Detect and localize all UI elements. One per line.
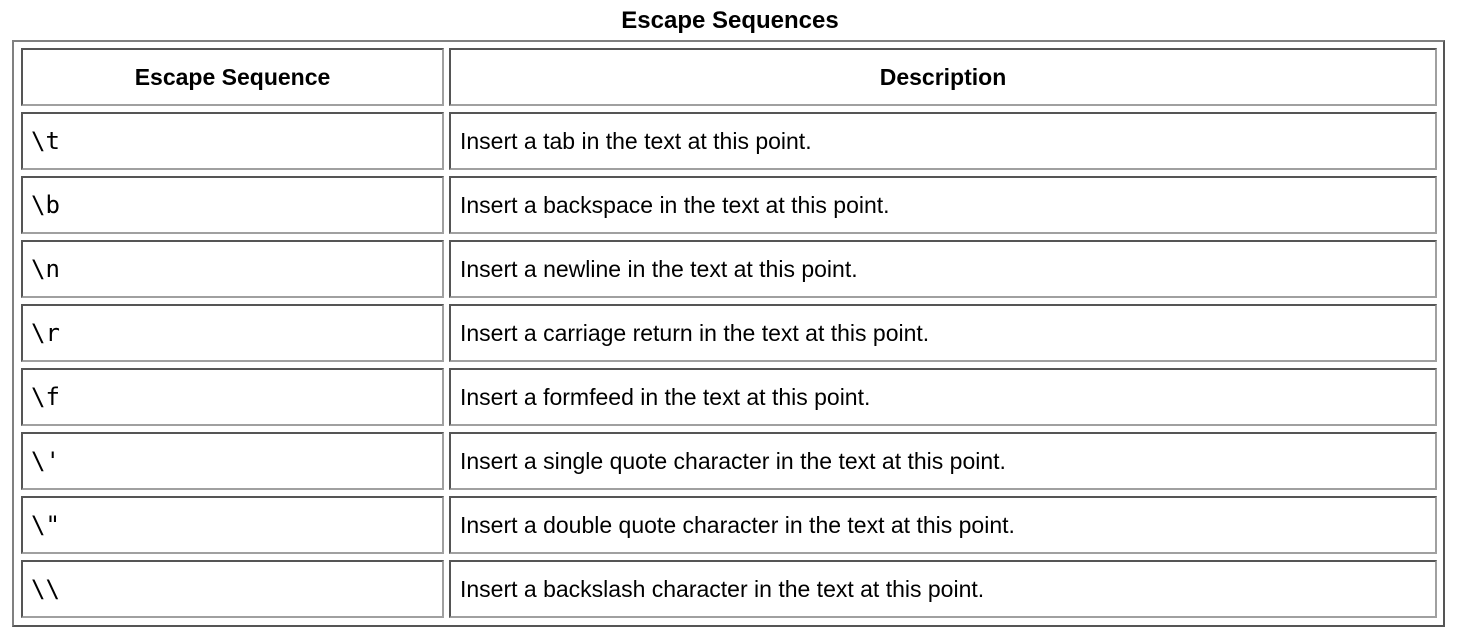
escape-sequence-cell: \b xyxy=(21,176,444,234)
description-cell: Insert a carriage return in the text at this point. xyxy=(449,304,1437,362)
table-caption: Escape Sequences xyxy=(621,7,839,34)
escape-sequence-cell: \t xyxy=(21,112,444,170)
description-cell: Insert a tab in the text at this point. xyxy=(449,112,1437,170)
description-cell: Insert a backspace in the text at this point. xyxy=(449,176,1437,234)
escape-sequence-cell: \\ xyxy=(21,560,444,618)
description-cell: Insert a formfeed in the text at this point. xyxy=(449,368,1437,426)
escape-sequence-cell: \r xyxy=(21,304,444,362)
column-header-escape-sequence: Escape Sequence xyxy=(21,48,444,106)
escape-sequence-cell: \n xyxy=(21,240,444,298)
escape-sequence-cell: \" xyxy=(21,496,444,554)
escape-sequences-table xyxy=(12,40,1445,627)
description-cell: Insert a backslash character in the text at this point. xyxy=(449,560,1437,618)
description-cell: Insert a double quote character in the text at this point. xyxy=(449,496,1437,554)
escape-sequence-cell: \' xyxy=(21,432,444,490)
description-cell: Insert a single quote character in the text at this point. xyxy=(449,432,1437,490)
escape-sequence-cell: \f xyxy=(21,368,444,426)
description-cell: Insert a newline in the text at this point. xyxy=(449,240,1437,298)
column-header-description: Description xyxy=(449,48,1437,106)
